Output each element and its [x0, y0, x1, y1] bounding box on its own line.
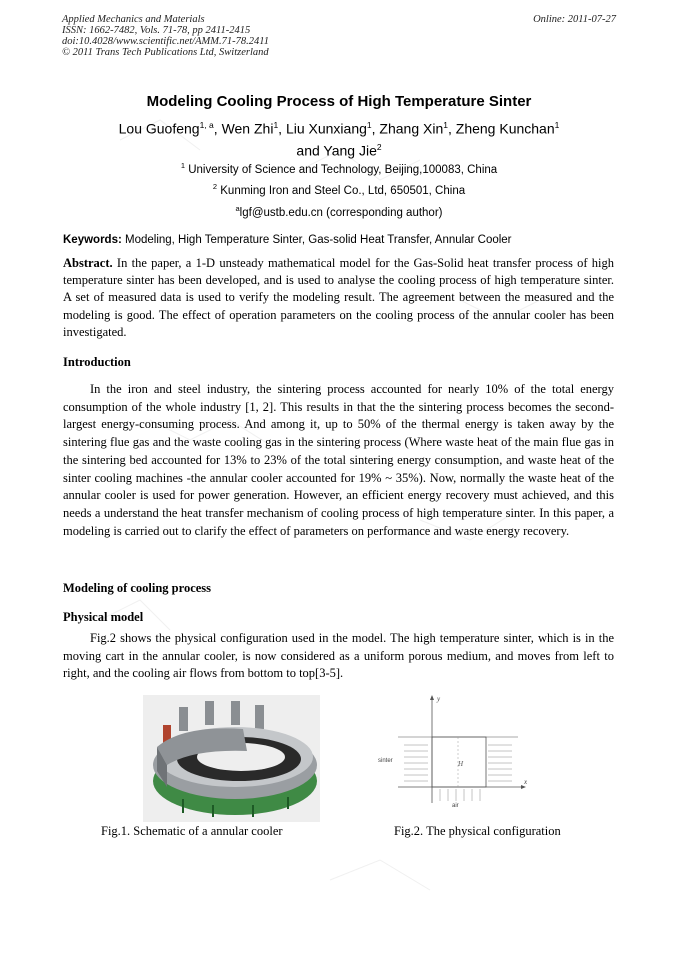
figure-2-caption: Fig.2. The physical configuration: [394, 824, 561, 838]
abstract-paragraph: [63, 255, 614, 341]
height-label: H: [458, 760, 464, 768]
author-name: Yang Jie: [323, 142, 377, 159]
author-name: Lou Guofeng: [118, 120, 200, 137]
physical-configuration-figure: [378, 693, 530, 807]
affiliation-2: [0, 182, 678, 197]
introduction-heading: Introduction: [63, 355, 131, 369]
keywords-label: Keywords:: [63, 234, 122, 246]
sinter-label: sinter: [378, 758, 393, 764]
author-and: and: [296, 142, 320, 159]
affiliation-sup: 2: [212, 182, 218, 191]
paper-title: Modeling Cooling Process of High Temperature Sinter: [146, 93, 532, 110]
author-sup: 1: [366, 120, 372, 130]
physical-model-heading: Physical model: [63, 610, 144, 624]
author-sup: 1: [443, 120, 448, 130]
affiliation-text: University of Science and Technology, Beijing,100083, China: [188, 163, 498, 176]
affiliation-1: [0, 161, 678, 176]
author-name: Zheng Kunchan: [455, 120, 555, 137]
abstract-label: Abstract.: [63, 256, 113, 270]
y-axis-arrow: [430, 695, 434, 700]
journal-name: Applied Mechanics and Materials: [62, 14, 205, 25]
doi-line: doi:10.4028/www.scientific.net/AMM.71-78.2411: [62, 36, 269, 47]
y-axis-label: y: [437, 695, 441, 703]
chimney: [205, 701, 214, 725]
air-label: air: [452, 803, 459, 807]
abstract-text: In the paper, a 1-D unsteady mathematical model for the Gas-Solid heat transfer process of high temperature sinter has been developed, and is used to analyse the cooling process of high temperature sinter. A set of measured data is used to verify the modeling result. The agreement between the measured and the modeling is good. The effect of operation parameters on the cooling process of the annular cooler has been investigated.: [63, 256, 614, 339]
introduction-paragraph: In the iron and steel industry, the sintering process accounted for nearly 10% of the total energy consumption of the whole industry [1, 2]. This results in that the the sintering process becomes the second-largest energy-consuming process. And among it, up to 50% of the thermal energy is taken away by the sintering flue gas and the waste cooling gas in the sintering process (Where waste heat of the main flue gas in the sintering bed accounted for 13% to 23% of the total sintering energy consumption, and waste heat of the sinter cooling machines -the annular cooler accounted for 19% ~ 35%). Now, normally the waste heat of the annular cooler is used for power generation. However, an efficient energy recovery must achieved, and this needs a understand the heat transfer mechanism of cooling process of high temperature sinter. In this paper, a modeling is carried out to clarify the effect of parameters on performance and waste energy recovery.: [63, 382, 614, 538]
chimney: [255, 705, 264, 729]
author-sup: 1, a: [199, 120, 214, 130]
author-name: Wen Zhi: [221, 120, 274, 137]
figure-1-caption: Fig.1. Schematic of a annular cooler: [101, 824, 283, 838]
copyright-line: © 2011 Trans Tech Publications Ltd, Switzerland: [62, 47, 269, 58]
chimney: [179, 707, 188, 731]
issn-line: ISSN: 1662-7482, Vols. 71-78, pp 2411-2415: [62, 25, 251, 36]
publication-info: [62, 14, 269, 58]
modeling-section-heading: Modeling of cooling process: [63, 581, 212, 595]
author-sup: 2: [376, 141, 382, 152]
physical-model-paragraph: Fig.2 shows the physical configuration used in the model. The high temperature sinter, which is in the moving cart in the annular cooler, is now considered as a uniform porous medium, and moves from left to right, and the cooling air flows from bottom to top[3-5].: [63, 631, 614, 680]
author-list: Lou Guofeng$^{1, a}$, Wen Zhi$^1$, Liu Xunxiang$^1$, Zhang Xin$^1$, Zheng Kunchan$^1$ and Yang Jie$^2$: [118, 120, 560, 159]
x-axis-label: x: [524, 778, 528, 786]
affiliation-sup: 1: [180, 161, 185, 170]
corresponding-email: [0, 204, 678, 219]
author-name: Zhang Xin: [379, 120, 444, 137]
affiliation-sup: a: [235, 204, 240, 213]
annular-cooler-figure: [143, 695, 320, 822]
author-name: Liu Xunxiang: [285, 120, 367, 137]
author-sup: 1: [554, 120, 560, 130]
affiliation-text: lgf@ustb.edu.cn (corresponding author): [239, 206, 443, 219]
affiliation-text: Kunming Iron and Steel Co., Ltd, 650501, China: [220, 184, 466, 197]
online-date: Online: 2011-07-27: [533, 14, 616, 25]
keywords-text: Modeling, High Temperature Sinter, Gas-solid Heat Transfer, Annular Cooler: [125, 234, 512, 246]
author-sup: 1: [273, 120, 279, 130]
chimney: [231, 701, 240, 725]
keywords-line: [63, 234, 512, 246]
